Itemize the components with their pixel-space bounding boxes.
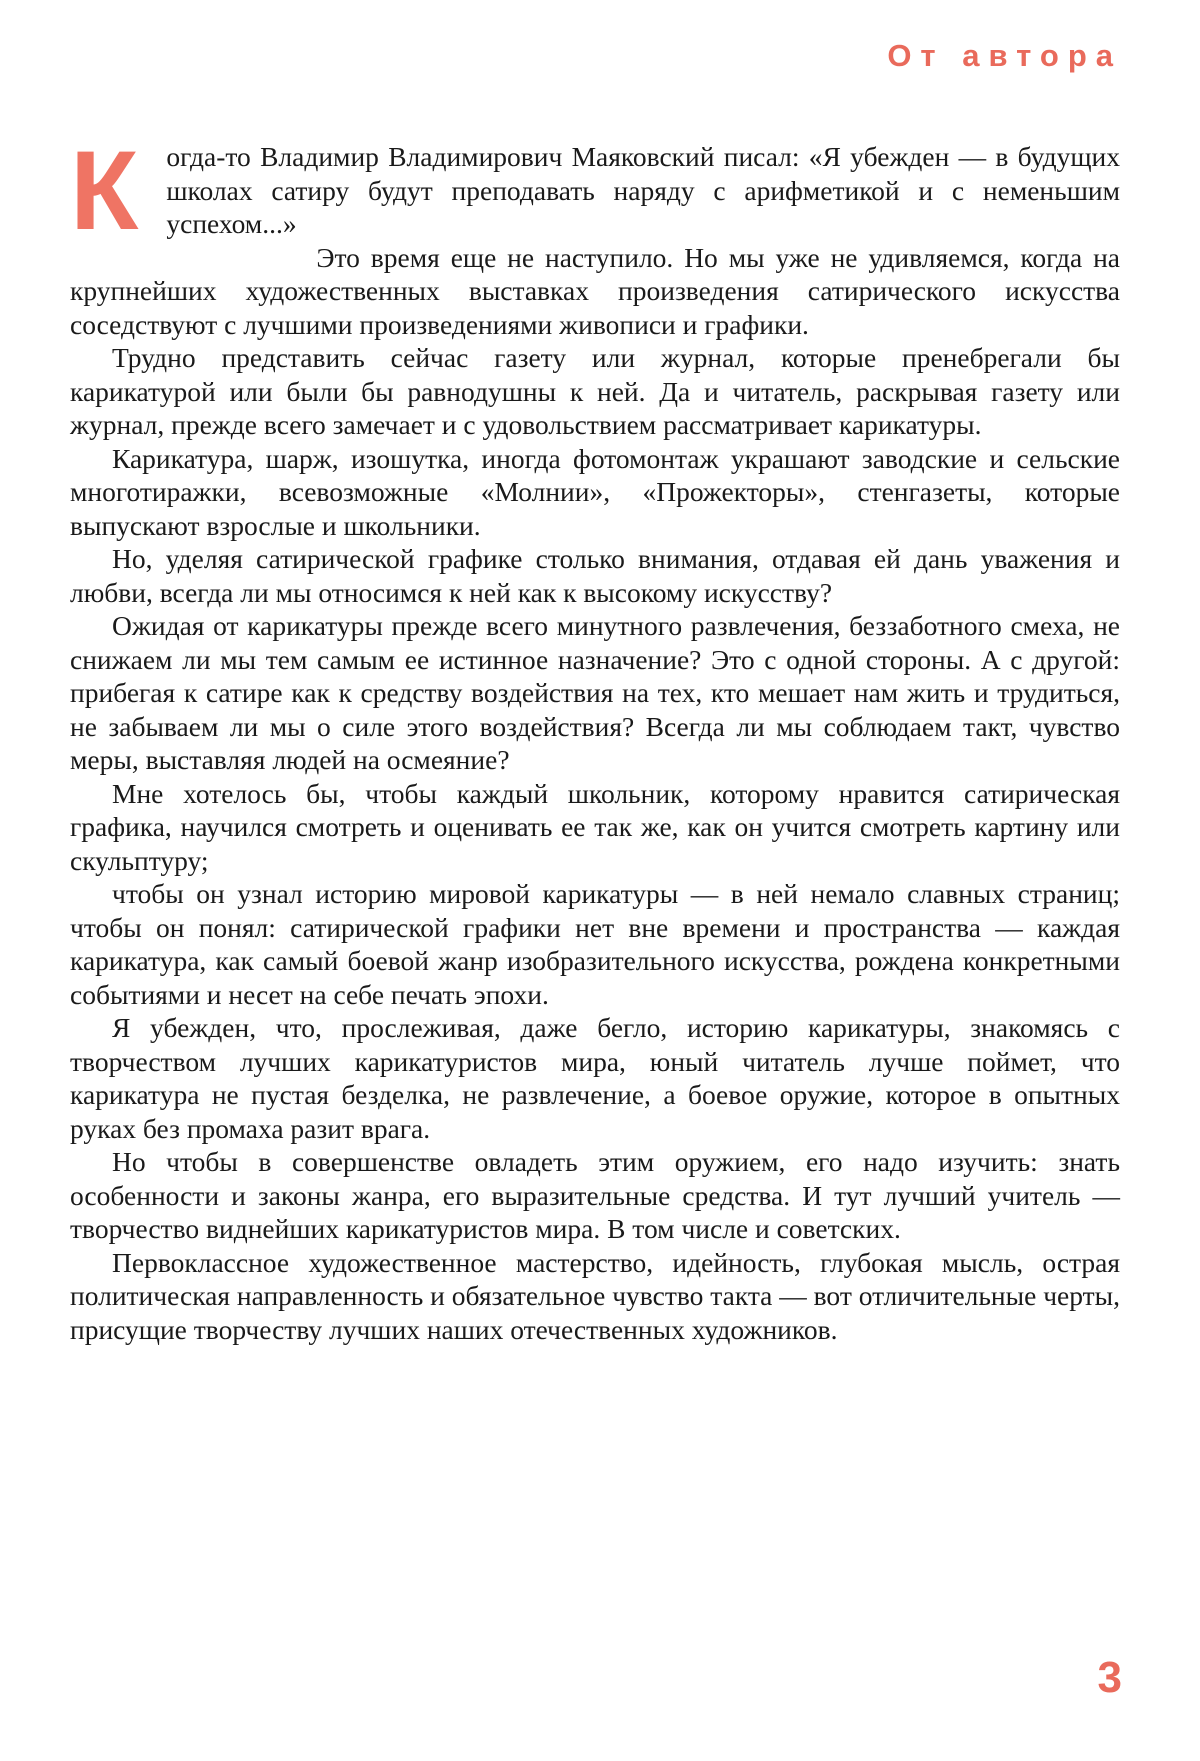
paragraph-7: Мне хотелось бы, чтобы каждый школьник, которому нравится сатирическая графика, научился смотреть и оценивать ее так же, как он учится смотреть картину или скульптуру;	[70, 777, 1120, 878]
paragraph-6: Ожидая от карикатуры прежде всего минутного развлечения, беззаботного смеха, не снижаем ли мы тем самым ее истинное назначение? Это с одной стороны. А с другой: прибегая к сатире как к средству воздействия на тех, кто мешает нам жить и трудиться, не забываем ли мы о силе этого воздействия? Всегда ли мы соблюдаем такт, чувство меры, выставляя людей на осмеяние?	[70, 609, 1120, 777]
paragraph-8: чтобы он узнал историю мировой карикатуры — в ней немало славных страниц; чтобы он понял: сатирической графики нет вне времени и пространства — каждая карикатура, как самый боевой жанр изобразительного искусства, рождена конкретными событиями и несет на себе печать эпохи.	[70, 877, 1120, 1011]
paragraph-11: Первоклассное художественное мастерство, идейность, глубокая мысль, острая политическая направленность и обязательное чувство такта — вот отличительные черты, присущие творчеству лучших наших отечественных художников.	[70, 1246, 1120, 1347]
paragraph-3: Трудно представить сейчас газету или журнал, которые пренебрегали бы карикатурой или были бы равнодушны к ней. Да и читатель, раскрывая газету или журнал, прежде всего замечает и с удовольствием рассматривает карикатуры.	[70, 341, 1120, 442]
paragraph-1-text: огда-то Владимир Владимирович Маяковский писал: «Я убежден — в будущих школах сатиру будут преподавать наряду с арифметикой и с неменьшим успехом...»	[166, 141, 1120, 239]
book-page	[0, 0, 1200, 1761]
drop-cap: К	[70, 145, 138, 241]
paragraph-10: Но чтобы в совершенстве овладеть этим оружием, его надо изучить: знать особенности и законы жанра, его выразительные средства. И тут лучший учитель — творчество виднейших карикатуристов мира. В том числе и советских.	[70, 1145, 1120, 1246]
paragraph-4: Карикатура, шарж, изошутка, иногда фотомонтаж украшают заводские и сельские многотиражки, всевозможные «Молнии», «Прожекторы», стенгазеты, которые выпускают взрослые и школьники.	[70, 442, 1120, 543]
paragraph-5: Но, уделяя сатирической графике столько внимания, отдавая ей дань уважения и любви, всегда ли мы относимся к ней как к высокому искусству?	[70, 542, 1120, 609]
section-title: От автора	[887, 38, 1122, 74]
paragraph-2: Это время еще не наступило. Но мы уже не удивляемся, когда на крупнейших художественных выставках произведения сатирического искусства соседствуют с лучшими произведениями живописи и графики.	[70, 241, 1120, 342]
page-number: 3	[1098, 1653, 1122, 1703]
paragraph-9: Я убежден, что, прослеживая, даже бегло, историю карикатуры, знакомясь с творчеством лучших карикатуристов мира, юный читатель лучше поймет, что карикатура не пустая безделка, не развлечение, а боевое оружие, которое в опытных руках без промаха разит врага.	[70, 1011, 1120, 1145]
article-body	[70, 140, 1120, 1346]
paragraph-1	[70, 140, 1120, 241]
